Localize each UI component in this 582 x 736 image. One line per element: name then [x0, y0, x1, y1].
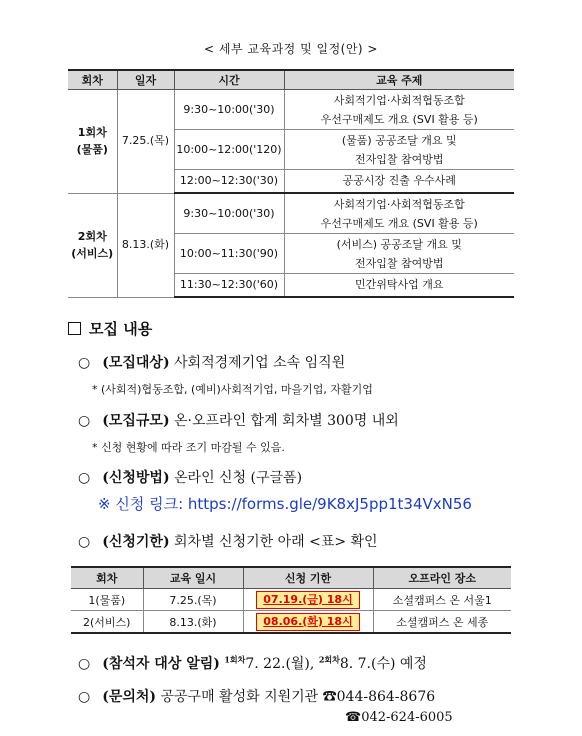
- session-date: 7.25.(목): [117, 90, 174, 194]
- topic-line: 우선구매제도 개요 (SVI 활용 등): [320, 112, 478, 126]
- col-header: 교육 주제: [284, 70, 514, 90]
- time-cell: 10:00~11:30('90): [174, 234, 284, 274]
- item-text: 온·오프라인 합계 회차별 300명 내외: [174, 413, 399, 429]
- contact-org: 공공구매 활성화 지원기관: [160, 689, 319, 705]
- item-text: 사회적경제기업 소속 임직원: [174, 355, 346, 371]
- circle-bullet-icon: ○: [78, 689, 91, 705]
- checkbox-square-icon: [68, 322, 81, 335]
- session-date: 8.13.(화): [117, 193, 174, 297]
- topic-cell: [284, 90, 514, 130]
- time-cell: 11:30~12:30('60): [174, 274, 284, 298]
- session-label-line: 1회차: [77, 126, 107, 140]
- session-label-line: 2회차: [77, 230, 107, 243]
- deadline-cell: [243, 611, 373, 634]
- section-heading: [68, 318, 152, 339]
- time-cell: 9:30~10:00('30): [174, 193, 284, 234]
- topic-cell: [284, 234, 514, 274]
- circle-bullet-icon: ○: [78, 470, 91, 486]
- circle-bullet-icon: ○: [78, 413, 91, 429]
- recruit-size-item: [78, 410, 399, 430]
- session-cell: 1(물품): [71, 589, 143, 611]
- item-label: (모집대상): [102, 355, 170, 371]
- session-label-line: (서비스): [71, 247, 114, 260]
- item-note: * (사회적)협동조합, (예비)사회적기업, 마을기업, 자활기업: [92, 383, 373, 396]
- section-heading-text: 모집 내용: [89, 320, 153, 338]
- topic-cell: 민간위탁사업 개요: [284, 274, 514, 298]
- topic-cell: [284, 193, 514, 234]
- circle-bullet-icon: ○: [78, 656, 91, 672]
- session-cell: 2(서비스): [71, 611, 143, 634]
- item-label: (참석자 대상 알림): [102, 656, 220, 672]
- apply-deadline-item: [78, 531, 378, 551]
- session-label-line: (물품): [76, 143, 108, 157]
- notice-date: 7. 22.(월),: [245, 656, 315, 672]
- table-row: [68, 193, 514, 234]
- deadline-highlight: 08.06.(화) 18시: [256, 613, 359, 631]
- item-text: 회차별 신청기한 아래 <표> 확인: [174, 534, 378, 550]
- item-note: * 신청 현황에 따라 조기 마감될 수 있음.: [92, 441, 285, 454]
- table-row: [71, 589, 511, 611]
- contact-phone: ☎042-624-6005: [345, 710, 453, 725]
- col-header: 시간: [174, 70, 284, 90]
- contact-phone: ☎044-864-8676: [322, 689, 436, 705]
- topic-cell: [284, 130, 514, 170]
- superscript-label: 1회차: [224, 654, 246, 665]
- topic-line: (물품) 공공조달 개요 및: [341, 133, 457, 147]
- col-header: 오프라인 장소: [373, 567, 511, 589]
- schedule-table: [68, 69, 514, 298]
- item-label: (신청기한): [102, 534, 170, 550]
- circle-bullet-icon: ○: [78, 534, 91, 550]
- topic-line: (서비스) 공공조달 개요 및: [336, 237, 462, 251]
- deadline-table: [71, 566, 511, 634]
- item-label: (문의처): [102, 689, 157, 705]
- contact-item: [78, 686, 435, 706]
- item-label: (신청방법): [102, 470, 170, 486]
- place-cell: 소셜캠퍼스 온 서울1: [373, 589, 511, 611]
- session-label: [68, 90, 117, 194]
- deadline-highlight: 07.19.(금) 18시: [256, 591, 359, 609]
- topic-cell: 공공시장 진출 우수사례: [284, 170, 514, 194]
- date-cell: 8.13.(화): [143, 611, 243, 634]
- time-cell: 9:30~10:00('30): [174, 90, 284, 130]
- item-label: (모집규모): [102, 413, 170, 429]
- item-text: 온라인 신청 (구글폼): [174, 470, 303, 486]
- topic-line: 전자입찰 참여방법: [354, 152, 444, 166]
- time-cell: 10:00~12:00('120): [174, 130, 284, 170]
- table-header-row: [68, 70, 514, 90]
- schedule-title: < 세부 교육과정 및 일정(안) >: [204, 42, 378, 56]
- topic-line: 우선구매제도 개요 (SVI 활용 등): [320, 216, 478, 230]
- col-header: 회차: [71, 567, 143, 589]
- topic-line: 사회적기업·사회적협동조합: [333, 197, 465, 211]
- topic-line: 전자입찰 참여방법: [354, 256, 444, 270]
- circle-bullet-icon: ○: [78, 355, 91, 371]
- superscript-label: 2회차: [318, 654, 340, 665]
- notice-date: 8. 7.(수) 예정: [339, 656, 427, 672]
- session-label: [68, 193, 117, 297]
- table-header-row: [71, 567, 511, 589]
- col-header: 회차: [68, 70, 117, 90]
- time-cell: 12:00~12:30('30): [174, 170, 284, 194]
- deadline-cell: [243, 589, 373, 611]
- col-header: 일자: [117, 70, 174, 90]
- table-row: [68, 90, 514, 130]
- date-cell: 7.25.(목): [143, 589, 243, 611]
- table-row: [71, 611, 511, 634]
- place-cell: 소셜캠퍼스 온 세종: [373, 611, 511, 634]
- attendee-notice-item: [78, 653, 427, 673]
- col-header: 신청 기한: [243, 567, 373, 589]
- topic-line: 사회적기업·사회적협동조합: [333, 93, 465, 107]
- apply-link[interactable]: ※ 신청 링크: https://forms.gle/9K8xJ5pp1t34VxN56: [98, 495, 472, 513]
- apply-method-item: [78, 467, 302, 487]
- col-header: 교육 일시: [143, 567, 243, 589]
- recruit-target-item: [78, 352, 345, 372]
